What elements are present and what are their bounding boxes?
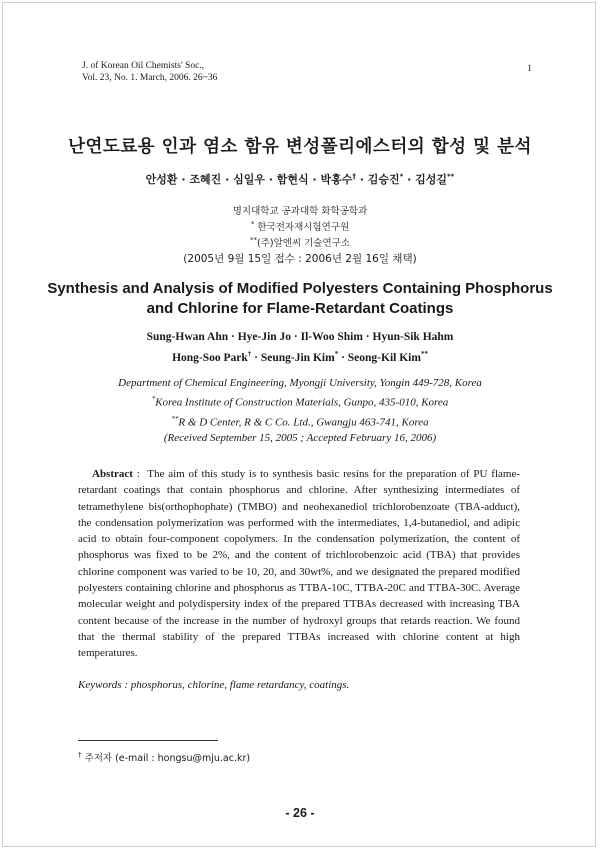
authors-korean [0,171,600,187]
affil-en-3-mark: ** [171,414,179,423]
author-park-mark: † [247,350,252,358]
journal-line-1: J. of Korean Oil Chemists' Soc., [82,61,205,71]
affil-en-3 [0,411,600,431]
affil-en-2-text: Korea Institute of Construction Materials, Gunpo, 435-010, Korea [155,396,449,409]
authors-en-line-2 [0,346,600,367]
abstract [78,466,520,662]
affil-kr-2 [0,219,600,233]
affil-en-1: Department of Chemical Engineering, Myongji University, Yongin 449-728, Korea [118,377,482,389]
top-page-number: 1 [527,64,532,74]
keywords: Keywords : phosphorus, chlorine, flame retardancy, coatings. [78,679,350,691]
affil-kr-1: 명지대학교 공과대학 화학공학과 [232,206,368,217]
affil-en-3-text: R & D Center, R & C Co. Ltd., Gwangju 463-741, Korea [178,416,429,429]
affiliations-english [0,375,600,446]
authors-en-line-1: Sung-Hwan Ahn · Hye-Jin Jo · Il-Woo Shim · Hyun-Sik Hahm [146,331,454,343]
received-dates-en: (Received September 15, 2005 ; Accepted February 16, 2006) [163,432,437,445]
author-sj-kim: · Seung-Jin Kim [251,351,335,364]
footnote-text: 주저자 (e-mail : hongsu@mju.ac.kr) [81,753,251,764]
footnote-rule [78,740,218,741]
author-park: Hong-Soo Park [172,351,248,364]
affil-kr-2-text: 한국전자재시험연구원 [254,222,350,233]
author-sj-kim-mark: * [334,350,339,358]
page-footer-number: - 26 - [285,806,315,820]
authors-english [0,329,600,367]
affil-kr-3-text: (주)알엔씨 기술연구소 [256,238,351,249]
journal-citation [82,60,217,84]
authors-kr-names: 안성환 · 조혜진 · 심일우 · 함현식 · 박홍수 [145,173,353,186]
affil-en-2-mark: * [151,395,156,403]
affil-kr-3-mark: ** [249,235,257,244]
abstract-label: Abstract [92,468,133,480]
received-dates-kr: (2005년 9월 15일 접수 : 2006년 2월 16일 채택) [183,253,417,265]
title-korean: 난연도료용 인과 염소 함유 변성폴리에스터의 합성 및 분석 [68,137,532,157]
abstract-separator: : [132,468,148,480]
authors-kr-kim2: · 김성길 [403,173,448,186]
author-sk-kim-mark: ** [420,350,428,358]
footnote [78,750,250,764]
corresponding-mark: † [352,172,356,181]
affil-mark-2: ** [447,172,455,181]
abstract-text: The aim of this study is to synthesis basic resins for the preparation of PU flame-retardant coatings that contain phosphorus and chlorine. After synthesizing intermediates of tetramethylene bis(orthophophate) (TMBO) and neohexanediol trichlorobenzoate (TBA-adduct), the condensation polymerization was performed with the intermediates, 1,4-butanediol, and adipic acid to obtain four-component copolymers. In the condensation polymerization, the content of phosphorus was fixed to be 2%, and the content of trichlorobenzoic acid (TBA) that provides chlorine component was varied to be 10, 20, and 30wt%, and we designated the prepared modified polyesters containing chlorine and phosphorus as TTBA-10C, TTBA-20C and TTBA-30C. Average molecular weight and polydispersity index of the prepared TTBAs decreased with increasing TBA content because of the increase in the number of hydroxyl groups that retards reaction. We found that the thermal stability of the prepared TTBAs increased with chlorine content at high temperatures. [78,468,521,660]
affil-en-2 [0,391,600,411]
affil-kr-2-mark: * [250,219,255,228]
affil-mark-1: * [399,172,404,181]
title-english [0,279,600,319]
footnote-mark: † [78,750,82,759]
affil-kr-3 [0,235,600,249]
author-sk-kim: · Seong-Kil Kim [338,351,421,364]
authors-kr-kim1: · 김승진 [355,173,400,186]
journal-line-2: Vol. 23, No. 1. March, 2006. 26~36 [82,73,218,83]
title-en-line-1: Synthesis and Analysis of Modified Polyesters Containing Phosphorus [47,280,553,297]
title-en-line-2: and Chlorine for Flame-Retardant Coatings [146,300,454,317]
